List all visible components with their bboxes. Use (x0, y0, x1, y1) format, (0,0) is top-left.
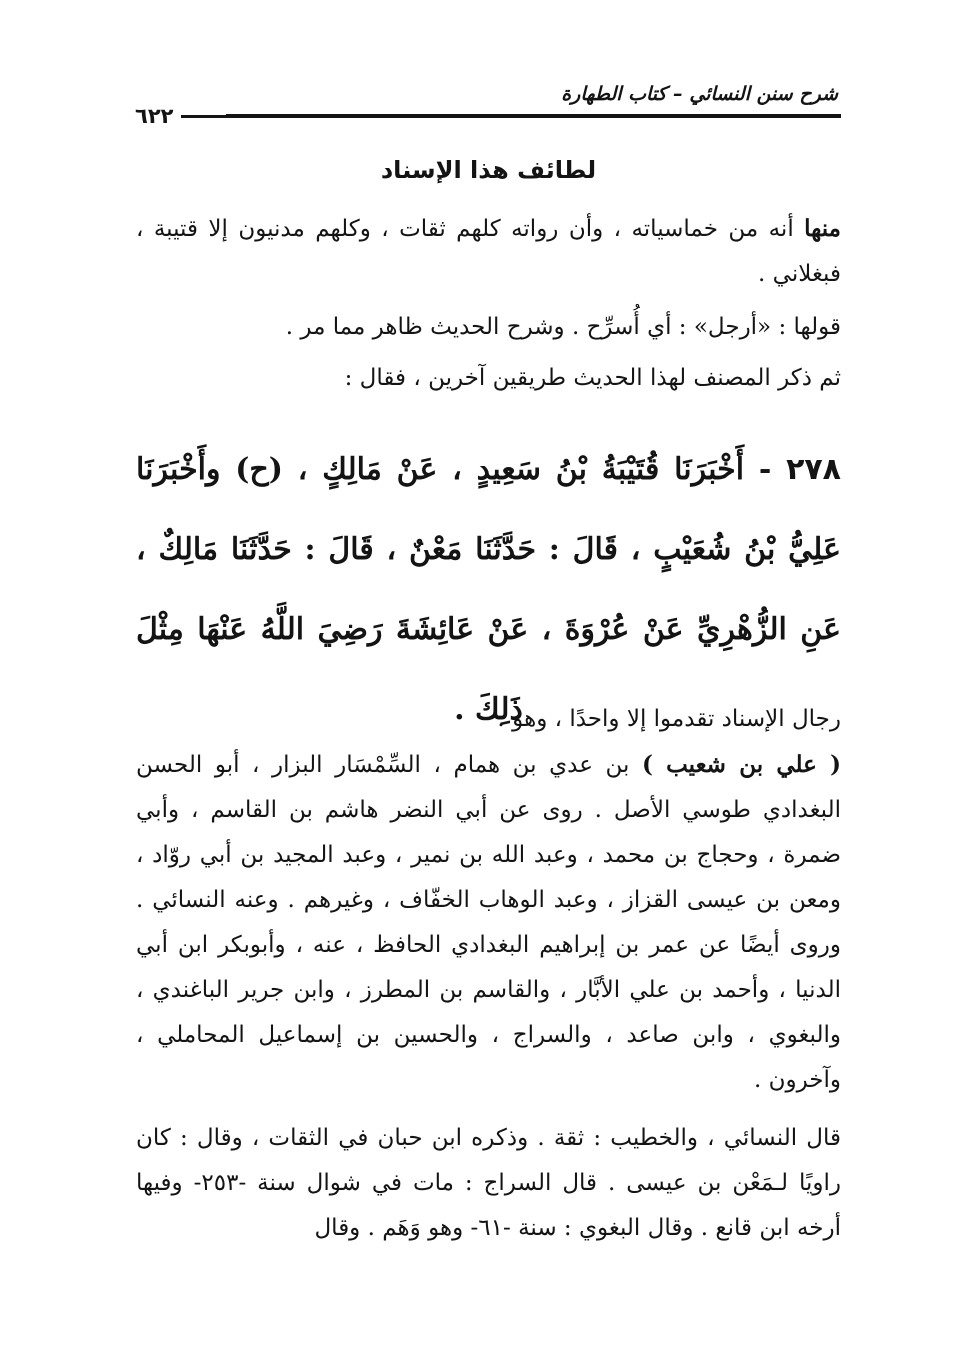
narrator-bio-text: بن عدي بن همام ، السِّمْسَار البزار ، أبو الحسن البغدادي طوسي الأصل . روى عن أبي النضر هاشم بن القاسم ، وأبي ضمرة ، وحجاج بن محمد ، وعبد الله بن نمير ، وعبد المجيد بن أبي روّاد ، ومعن بن عيسى القزاز ، وعبد الوهاب الخفّاف ، وغيرهم . وعنه النسائي . وروى أيضًا عن عمر بن إبراهيم البغدادي الحافظ ، عنه ، وأبوبكر ابن أبي الدنيا ، وأحمد بن علي الأبَّار ، والقاسم بن المطرز ، وابن جرير الباغندي ، والبغوي ، وابن صاعد ، والسراج ، والحسين بن إسماعيل المحاملي ، وآخرون . (136, 752, 841, 1093)
paragraph-isnad-notes (136, 206, 841, 297)
narrator-name: ( علي بن شعيب ) (641, 751, 841, 778)
section-heading: لطائف هذا الإسناد (380, 156, 597, 184)
hadith-number: ٢٧٨ (786, 452, 841, 487)
page-number-block (135, 101, 227, 131)
narrator-biography (136, 742, 887, 1103)
page-number: ٦٢٢ (135, 104, 174, 128)
running-header-title: شرح سنن النسائي – كتاب الطهارة (561, 83, 838, 105)
header-rule (226, 114, 841, 118)
hadith-text: - أَخْبَرَنَا قُتَيْبَةُ بْنُ سَعِيدٍ ، عَنْ مَالِكٍ ، (ح) وأَخْبَرَنَا عَلِيُّ بْنُ شُعَيْبٍ ، قَالَ : حَدَّثَنَا مَعْنٌ ، قَالَ : حَدَّثَنَا مَالِكٌ ، عَنِ الزُّهْرِيِّ عَنْ عُرْوَةَ ، عَنْ عَائِشَةَ رَضِيَ اللَّهُ عَنْهَا مِثْلَ ذَلِكَ . (136, 452, 841, 727)
paragraph-transition: ثم ذكر المصنف لهذا الحديث طريقين آخرين ، فقال : (344, 365, 841, 391)
narrators-intro: رجال الإسناد تقدموا إلا واحدًا ، وهو : (497, 706, 841, 732)
page-number-dash (181, 115, 227, 118)
paragraph-lead-word: منها (804, 215, 841, 242)
narrator-opinions: قال النسائي ، والخطيب : ثقة . وذكره ابن حبان في الثقات ، وقال : كان راويًا لـمَعْن بن عيسى . قال السراج : مات في شوال سنة -٢٥٣- وفيها أرخه ابن قانع . وقال البغوي : سنة -٦١- وهو وَهَم . وقال (136, 1125, 841, 1241)
paragraph-word-explanation: قولها : «أرجل» : أي أُسرِّح . وشرح الحديث ظاهر مما مر . (285, 314, 841, 340)
paragraph-text: أنه من خماسياته ، وأن رواته كلهم ثقات ، وكلهم مدنيون إلا قتيبة ، فبغلاني . (136, 216, 841, 287)
